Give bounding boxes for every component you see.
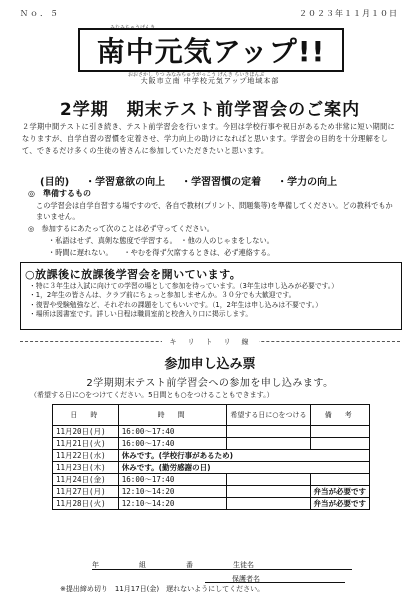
row-remark: 弁当が必要です [310,486,370,498]
student-name-label[interactable]: 生徒名 [233,561,254,569]
attend-checkbox-cell[interactable] [227,474,310,486]
form-title: 参加申し込み票 [164,357,256,372]
row-date: 11月23日(木) [53,462,119,474]
table-row [53,450,370,462]
table-row [53,426,370,438]
row-remark [310,474,370,486]
goal-label: (目的) [40,177,70,188]
attend-checkbox-cell[interactable] [227,438,310,450]
row-remark: 弁当が必要です [310,498,370,510]
issue-date: ２０２３年１１月１０日 [299,9,398,18]
column-header: 希望する日に○をつける [227,405,310,426]
column-header: 日 時 [53,405,119,426]
rules-line: ・私語はせず、真剣な態度で学習する。 ・他の人のじゃまをしない。 [48,236,274,245]
row-date: 11月21日(火) [53,438,119,450]
grade-label: 年 [92,561,99,569]
org-ruby: おおさかし りつ みなみちゅうがっこう げんき ちいきほんぶ [128,72,265,78]
list-item: ・場所は図書室です。詳しい日程は職員室前と校舎入り口に掲示します。 [29,310,253,319]
rules-heading: ◎ 参加するにあたって次のことは必ず守ってください。 [28,224,214,233]
cut-label-wrap [40,337,380,347]
goals-line [40,173,400,188]
newsletter-title-box [78,28,344,72]
column-header: 備 考 [310,405,370,426]
list-item: ・1，2年生の皆さんは、クラブ前にちょっと参加しませんか。３０分でも大歓迎です。 [29,291,296,300]
row-closed-note: 休みです。(学校行事があるため) [118,450,369,462]
signature-area [92,560,392,570]
row-time: 12:10～14:20 [118,498,227,510]
attend-checkbox-cell[interactable] [227,426,310,438]
application-table [52,404,370,510]
row-date: 11月27日(月) [53,486,119,498]
organization-name: 大阪市立南 中学校元気アップ地域本部 [140,77,280,85]
column-header: 時 間 [118,405,227,426]
row-time: 16:00～17:40 [118,438,227,450]
row-remark [310,426,370,438]
bring-heading: ◎ 準備するもの [28,189,91,198]
row-time: 12:10～14:20 [118,486,227,498]
list-item: ・復習や受験勉強など、それぞれの課題をしてもいいです。（1，2年生は申し込みは不要です。） [29,300,323,309]
newsletter-title: 南中元気アップ!! [96,35,326,68]
row-date: 11月24日(金) [53,474,119,486]
row-date: 11月20日(月) [53,426,119,438]
deadline-note: ※提出締め切り 11月17日(金) 遅れないようにしてください。 [60,585,265,593]
number-label: 番 [186,561,193,569]
table-row [53,474,370,486]
cut-label: キ リ ト リ 線 [162,338,259,346]
form-note: （希望する日に○をつけてください。5日間とも○をつけることもできます。） [30,391,274,399]
after-school-box [20,262,402,330]
table-row [53,486,370,498]
row-date: 11月22日(水) [53,450,119,462]
row-closed-note: 休みです。(勤労感謝の日) [118,462,369,474]
rules-line: ・時間に遅れない。 ・やむを得ず欠席するときは、必ず連絡する。 [48,248,275,257]
class-label: 組 [139,561,146,569]
intro-paragraph: ２学期中間テストに引き続き、テスト前学習会を行います。今回は学校行事や祝日があるため非常に短い期間になりますが、自学自習の習慣を定着させ、学力向上の助けになればと思います。学習会の目的を十分理解をして、できるだけ多くの生徒の皆さんに参加していただきたいと思います。 [22,122,395,155]
signature-line [92,569,352,570]
table-row [53,498,370,510]
row-time: 16:00～17:40 [118,426,227,438]
guardian-name-label[interactable]: 保護者名 [232,575,260,583]
title-ruby: みなみちゅうげんき [110,25,156,31]
table-row [53,462,370,474]
after-school-list [29,282,399,320]
row-remark [310,438,370,450]
bring-text: この学習会は自学自習する場ですので、各自で教材(プリント、問題集等)を準備してください。どの教科でもかまいません。 [36,201,393,221]
issue-number: Ｎｏ．５ [20,9,60,18]
row-date: 11月28日(火) [53,498,119,510]
form-apply-text: 2学期期末テスト前学習会への参加を申し込みます。 [86,378,334,389]
list-item: ・特に３年生は入試に向けての学習の場として参加を待っています。（3年生は申し込みが必要です。） [29,282,339,290]
attend-checkbox-cell[interactable] [227,486,310,498]
after-school-title: ○放課後に放課後学習会を開いています。 [25,268,242,281]
attend-checkbox-cell[interactable] [227,498,310,510]
guardian-line [205,582,345,583]
page-heading: 2学期 期末テスト前学習会のご案内 [59,100,361,120]
goal-item: ・学習意欲の向上 [85,177,166,188]
goal-item: ・学力の向上 [277,177,338,188]
row-time: 16:00～17:40 [118,474,227,486]
table-row [53,438,370,450]
goal-item: ・学習習慣の定着 [181,177,262,188]
